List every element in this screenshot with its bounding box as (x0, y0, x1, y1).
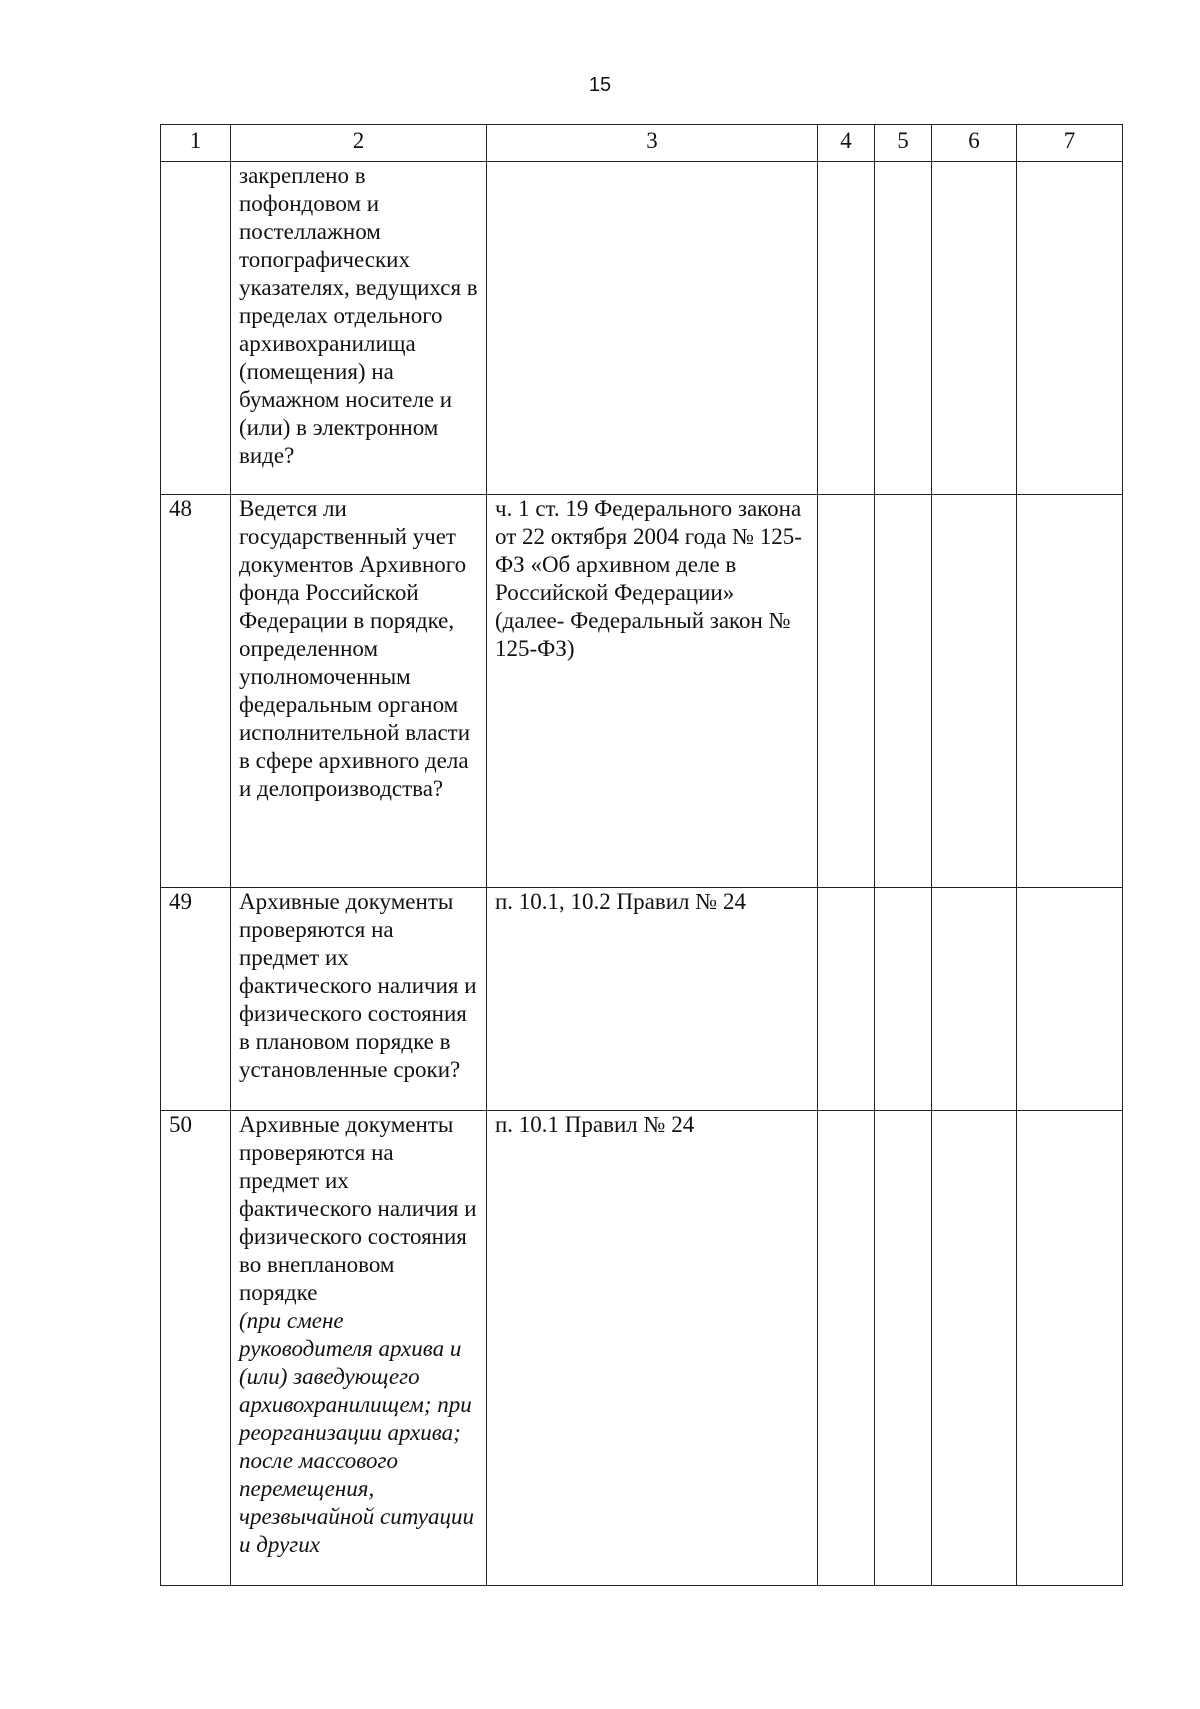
note-cell (1017, 1111, 1123, 1586)
question-cell (231, 1111, 487, 1586)
table-row (161, 162, 1123, 495)
legal-basis (487, 162, 818, 495)
column-header-6: 6 (932, 125, 1017, 162)
column-header-5: 5 (875, 125, 932, 162)
legal-basis: ч. 1 ст. 19 Федерального закона от 22 октября 2004 года № 125-ФЗ «Об архивном деле в Российской Федерации» (далее- Федеральный закон № 125-ФЗ) (487, 495, 818, 888)
answer-cell-yes (818, 495, 875, 888)
column-header-3: 3 (487, 125, 818, 162)
legal-basis: п. 10.1, 10.2 Правил № 24 (487, 888, 818, 1111)
note-cell (1017, 888, 1123, 1111)
answer-cell-yes (818, 888, 875, 1111)
row-number (161, 162, 231, 495)
question-text: закреплено в пофондовом и постеллажном топографических указателях, ведущихся в пределах отдельного архивохранилища (помещения) на бумажном носителе и (или) в электронном виде? (231, 162, 487, 495)
answer-cell-no (875, 888, 932, 1111)
answer-cell-no (875, 495, 932, 888)
answer-cell-na (932, 495, 1017, 888)
answer-cell-na (932, 162, 1017, 495)
column-header-4: 4 (818, 125, 875, 162)
row-number: 48 (161, 495, 231, 888)
note-cell (1017, 162, 1123, 495)
answer-cell-no (875, 162, 932, 495)
table-row (161, 888, 1123, 1111)
answer-cell-no (875, 1111, 932, 1586)
note-cell (1017, 495, 1123, 888)
column-header-7: 7 (1017, 125, 1123, 162)
question-text: Архивные документы проверяются на предмет их фактического наличия и физического состояния в плановом порядке в установленные сроки? (231, 888, 487, 1111)
row-number: 50 (161, 1111, 231, 1586)
page-number: 15 (588, 74, 612, 96)
answer-cell-yes (818, 162, 875, 495)
answer-cell-yes (818, 1111, 875, 1586)
column-header-1: 1 (161, 125, 231, 162)
table-header-row (161, 125, 1123, 162)
question-italic-note: (при смене руководителя архива и (или) заведующего архивохранилищем; при реорганизации архива; после массового перемещения, чрезвычайной ситуации и других (239, 1308, 474, 1557)
legal-basis: п. 10.1 Правил № 24 (487, 1111, 818, 1586)
column-header-2: 2 (231, 125, 487, 162)
table-row (161, 495, 1123, 888)
checklist-table (160, 124, 1123, 1586)
question-text: Ведется ли государственный учет документов Архивного фонда Российской Федерации в порядке, определенном уполномоченным федеральным органом исполнительной власти в сфере архивного дела и делопроизводства? (231, 495, 487, 888)
table-row (161, 1111, 1123, 1586)
question-text: Архивные документы проверяются на предмет их фактического наличия и физического состояния во внеплановом порядке (239, 1112, 477, 1305)
row-number: 49 (161, 888, 231, 1111)
answer-cell-na (932, 888, 1017, 1111)
answer-cell-na (932, 1111, 1017, 1586)
